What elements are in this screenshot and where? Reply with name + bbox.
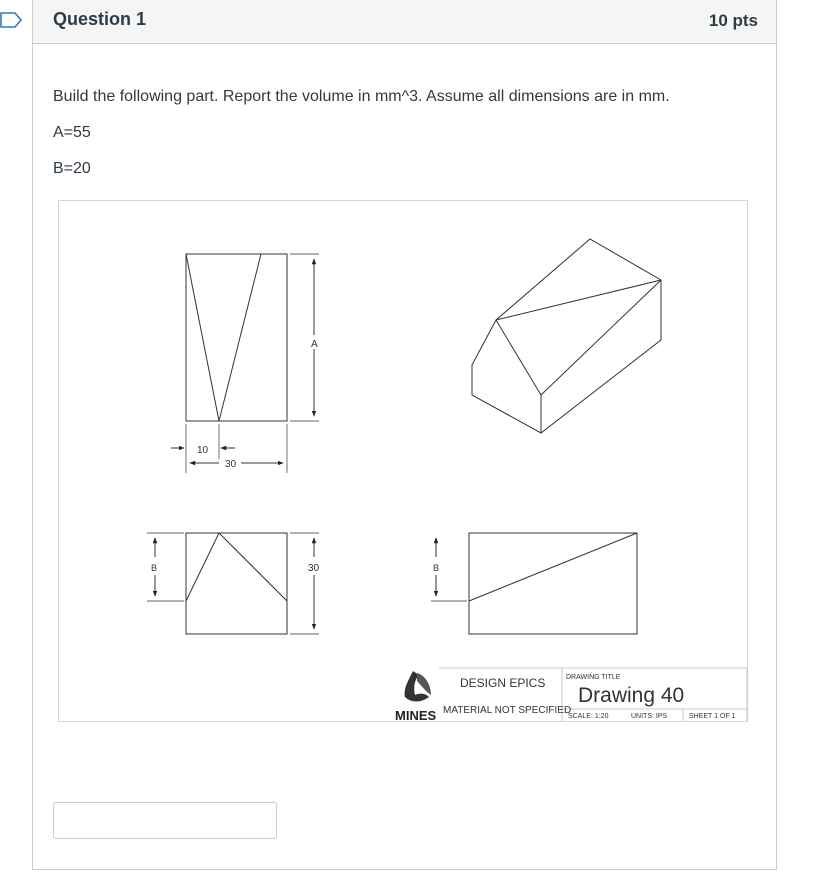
iso-view-edge [496, 280, 661, 320]
top-view-edge [186, 254, 219, 421]
dim-a-label: A [311, 339, 318, 350]
parameter-a: A=55 [53, 124, 91, 141]
iso-view-outline [472, 239, 661, 433]
title-block-scale: SCALE: 1:20 [568, 713, 609, 720]
mines-logo-icon [405, 671, 431, 702]
front-view-edge [219, 533, 287, 601]
title-block-org: DESIGN EPICS [460, 676, 546, 690]
dim-30-label: 30 [225, 459, 237, 470]
title-block-sheet: SHEET 1 OF 1 [689, 713, 736, 720]
dim-10-label: 10 [197, 445, 209, 456]
parameter-b: B=20 [53, 160, 91, 177]
top-view-edge [219, 254, 261, 421]
side-view-edge [469, 533, 637, 601]
answer-input[interactable] [53, 802, 277, 839]
top-view-outline [186, 254, 287, 421]
iso-view-edge [541, 280, 661, 395]
dim-30-side-label: 30 [308, 563, 320, 574]
side-view-outline [469, 533, 637, 634]
drawing-canvas [59, 201, 749, 723]
dim-b-left-label: B [151, 563, 158, 573]
question-points: 10 pts [708, 11, 758, 30]
iso-view-edge [496, 320, 541, 395]
bookmark-flag-icon[interactable] [0, 12, 22, 28]
front-view-edge [186, 533, 219, 601]
title-block-units: UNITS: IPS [631, 713, 668, 720]
title-block-logo-text: MINES [395, 708, 437, 723]
title-block-drawing-title: Drawing 40 [578, 684, 685, 707]
title-block-drawing-title-label: DRAWING TITLE [566, 674, 621, 681]
engineering-drawing [58, 200, 748, 722]
question-title: Question 1 [53, 9, 147, 29]
dim-b-right-label: B [433, 563, 440, 573]
question-header [33, 0, 776, 44]
title-block-material: MATERIAL NOT SPECIFIED [443, 705, 572, 716]
front-view-outline [186, 533, 287, 634]
question-prompt: Build the following part. Report the volume in mm^3. Assume all dimensions are in mm. [53, 88, 670, 105]
